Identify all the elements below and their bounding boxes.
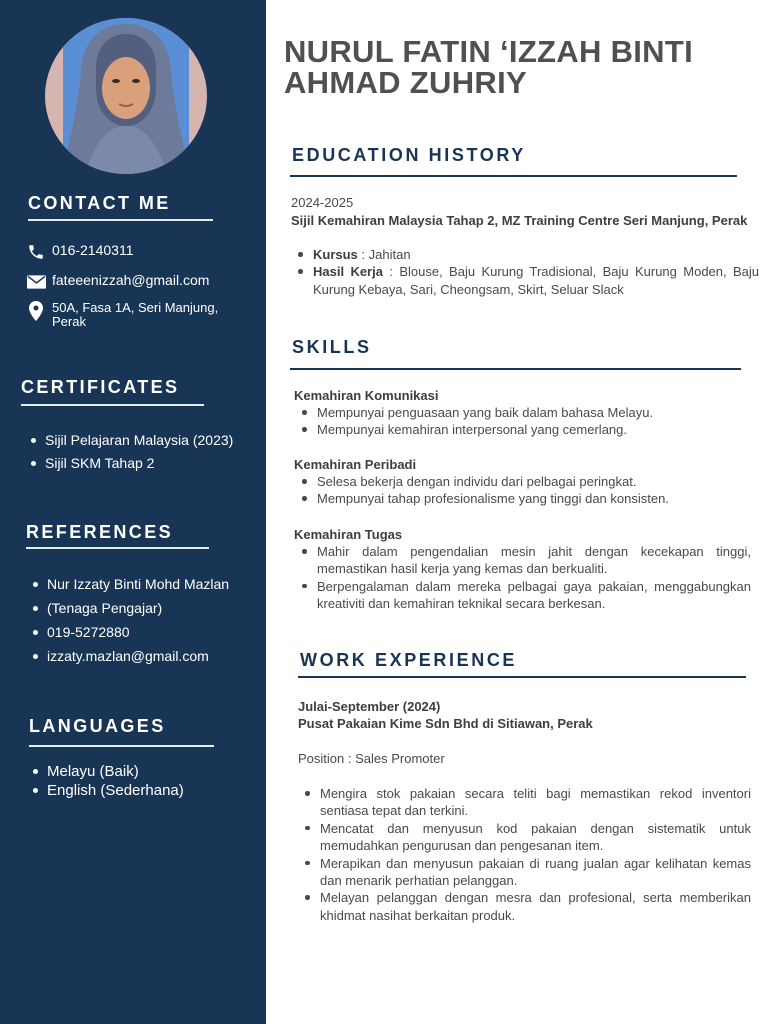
work-experience-divider xyxy=(298,676,746,678)
list-item: English (Sederhana) xyxy=(29,781,184,800)
list-item: Mempunyai kemahiran interpersonal yang cemerlang. xyxy=(295,421,755,438)
course-value: : Jahitan xyxy=(357,247,411,262)
references-heading: REFERENCES xyxy=(26,522,174,542)
list-item: Mahir dalam pengendalian mesin jahit dengan kecekapan tinggi, memastikan hasil kerja yang kemas dan berkualiti. xyxy=(295,543,751,578)
candidate-name: NURUL FATIN ‘IZZAH BINTI AHMAD ZUHRIY xyxy=(284,34,694,100)
list-item: Selesa bekerja dengan individu dari pelbagai peringkat. xyxy=(295,473,755,490)
list-item: Melayan pelanggan dengan mesra dan profesional, serta memberikan khidmat nasihat berkaitan produk. xyxy=(298,889,751,924)
certificates-divider xyxy=(21,404,204,406)
list-item: Mencatat dan menyusun kod pakaian dengan sistematik untuk memudahkan pengurusan dan pengesanan item. xyxy=(298,820,751,855)
list-item: Melayu (Baik) xyxy=(29,762,184,781)
list-item: Mempunyai penguasaan yang baik dalam bahasa Melayu. xyxy=(295,404,755,421)
education-heading: EDUCATION HISTORY xyxy=(292,145,526,165)
education-year: 2024-2025 xyxy=(291,195,354,210)
skills-divider xyxy=(290,368,741,370)
phone-icon xyxy=(26,242,46,262)
work-period: Julai-September (2024) xyxy=(298,699,441,714)
email-address[interactable]: fateeenizzah@gmail.com xyxy=(52,272,210,288)
sidebar xyxy=(0,0,266,1024)
work-company: Pusat Pakaian Kime Sdn Bhd di Sitiawan, Perak xyxy=(298,716,593,731)
list-item[interactable]: izzaty.mazlan@gmail.com xyxy=(29,644,229,668)
list-item xyxy=(291,263,759,298)
address: 50A, Fasa 1A, Seri Manjung, Perak xyxy=(52,300,219,329)
phone-number[interactable]: 016-2140311 xyxy=(52,242,134,258)
contact-heading: CONTACT ME xyxy=(28,193,171,213)
list-item: Nur Izzaty Binti Mohd Mazlan xyxy=(29,572,229,596)
envelope-icon xyxy=(26,272,46,292)
work-duties-list xyxy=(298,785,751,924)
contact-phone xyxy=(26,242,133,262)
education-divider xyxy=(290,175,737,177)
languages-divider xyxy=(29,745,214,747)
certificates-list xyxy=(27,429,233,475)
location-pin-icon xyxy=(26,301,46,321)
result-label: Hasil Kerja xyxy=(313,264,383,280)
work-experience-heading: WORK EXPERIENCE xyxy=(300,650,518,670)
profile-photo xyxy=(45,18,207,174)
list-item xyxy=(291,246,759,263)
skill-group-title: Kemahiran Peribadi xyxy=(294,457,417,472)
list-item: Sijil SKM Tahap 2 xyxy=(27,452,233,475)
skill-group-list xyxy=(295,473,755,508)
certificates-heading: CERTIFICATES xyxy=(21,377,180,397)
course-label: Kursus xyxy=(313,247,358,262)
list-item: Mempunyai tahap profesionalisme yang tinggi dan konsisten. xyxy=(295,490,755,507)
languages-heading: LANGUAGES xyxy=(29,716,166,736)
contact-address xyxy=(26,301,232,329)
education-institution: Sijil Kemahiran Malaysia Tahap 2, MZ Training Centre Seri Manjung, Perak xyxy=(291,213,748,228)
skill-group-title: Kemahiran Komunikasi xyxy=(294,388,439,403)
skill-group-list xyxy=(295,404,755,439)
skill-group-title: Kemahiran Tugas xyxy=(294,527,403,542)
list-item: Mengira stok pakaian secara teliti bagi memastikan rekod inventori sentiasa tepat dan terkini. xyxy=(298,785,751,820)
list-item: 019-5272880 xyxy=(29,620,229,644)
references-divider xyxy=(26,547,209,549)
list-item: Berpengalaman dalam mereka pelbagai gaya pakaian, menggabungkan kreativiti dan kemahiran teknikal secara berkesan. xyxy=(295,578,751,613)
languages-list xyxy=(29,762,184,800)
list-item: Sijil Pelajaran Malaysia (2023) xyxy=(27,429,233,452)
skills-heading: SKILLS xyxy=(292,337,372,357)
contact-divider xyxy=(28,219,213,221)
work-position: Position : Sales Promoter xyxy=(298,751,445,766)
education-details xyxy=(291,246,759,298)
references-list xyxy=(29,572,229,668)
list-item: (Tenaga Pengajar) xyxy=(29,596,229,620)
result-value: : Blouse, Baju Kurung Tradisional, Baju Kurung Moden, Baju Kurung Kebaya, Sari, Cheongsam, Skirt, Seluar Slack xyxy=(313,264,760,297)
contact-email xyxy=(26,272,209,292)
skill-group-list xyxy=(295,543,751,613)
list-item: Merapikan dan menyusun pakaian di ruang jualan agar kelihatan kemas dan menarik perhatian pelanggan. xyxy=(298,855,751,890)
